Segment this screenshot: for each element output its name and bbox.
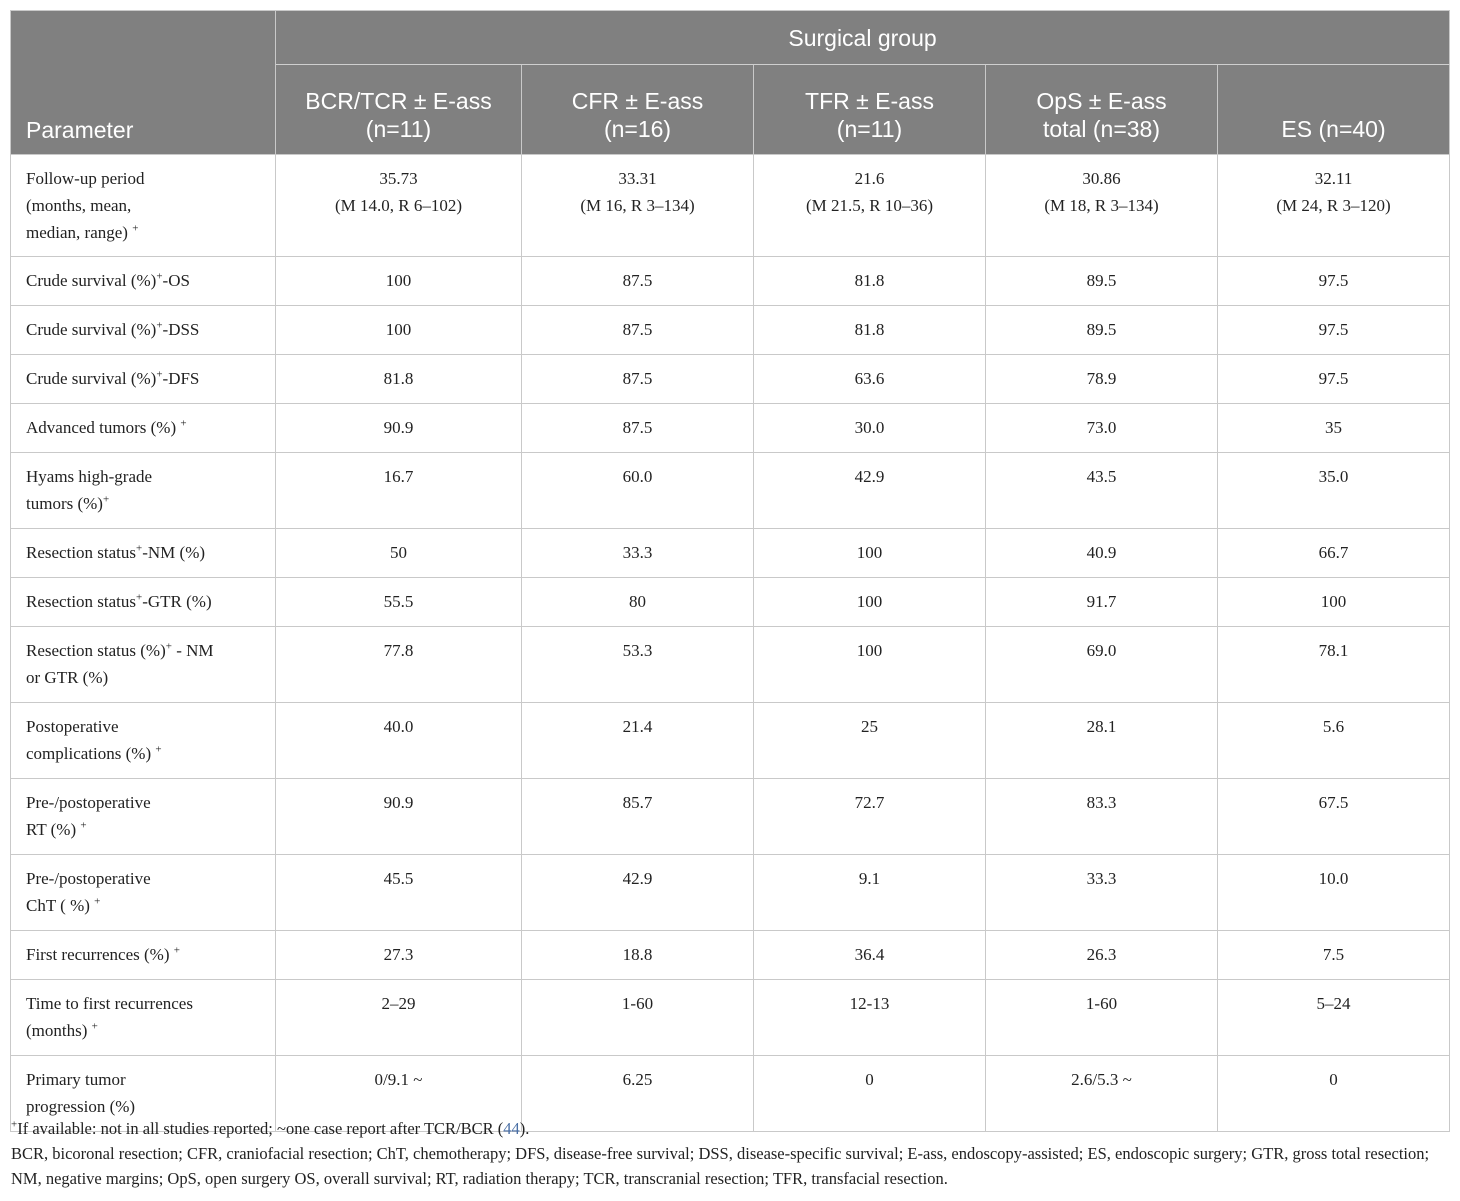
table-cell: 77.8 (276, 627, 522, 703)
table-cell: 32.11 (M 24, R 3–120) (1218, 155, 1450, 257)
table-cell: 21.6 (M 21.5, R 10–36) (754, 155, 986, 257)
table-row (11, 404, 1450, 453)
table-row (11, 703, 1450, 779)
table-cell: 81.8 (754, 306, 986, 355)
table-cell: 43.5 (986, 453, 1218, 529)
table-cell: 6.25 (522, 1056, 754, 1132)
table-cell: 12-13 (754, 980, 986, 1056)
row-label: Advanced tumors (%) + (11, 404, 276, 453)
table-cell: 78.1 (1218, 627, 1450, 703)
table-cell: 25 (754, 703, 986, 779)
table-cell: 30.0 (754, 404, 986, 453)
table-cell: 53.3 (522, 627, 754, 703)
table-cell: 72.7 (754, 779, 986, 855)
table-row (11, 931, 1450, 980)
table-cell: 0/9.1 ~ (276, 1056, 522, 1132)
table-cell: 1-60 (522, 980, 754, 1056)
footnote-availability: +If available: not in all studies reported; ~one case report after TCR/BCR (44). (11, 1118, 530, 1138)
table-cell: 87.5 (522, 355, 754, 404)
table-cell: 33.3 (986, 855, 1218, 931)
table-cell: 89.5 (986, 257, 1218, 306)
table-cell: 35 (1218, 404, 1450, 453)
row-label: Crude survival (%)+-OS (11, 257, 276, 306)
table-cell: 81.8 (754, 257, 986, 306)
table-cell: 87.5 (522, 306, 754, 355)
table-row (11, 155, 1450, 257)
table-cell: 36.4 (754, 931, 986, 980)
table-cell: 16.7 (276, 453, 522, 529)
table-cell: 67.5 (1218, 779, 1450, 855)
table-row (11, 355, 1450, 404)
table-row (11, 578, 1450, 627)
table-cell: 87.5 (522, 257, 754, 306)
table-cell: 18.8 (522, 931, 754, 980)
table-cell: 100 (754, 529, 986, 578)
table-cell: 1-60 (986, 980, 1218, 1056)
table-row (11, 627, 1450, 703)
row-label: First recurrences (%) + (11, 931, 276, 980)
row-label: Resection status (%)+ - NM or GTR (%) (11, 627, 276, 703)
table-cell: 28.1 (986, 703, 1218, 779)
table-cell: 97.5 (1218, 355, 1450, 404)
table-cell: 42.9 (754, 453, 986, 529)
table-cell: 87.5 (522, 404, 754, 453)
table-cell: 42.9 (522, 855, 754, 931)
row-label: Crude survival (%)+-DFS (11, 355, 276, 404)
row-label: Hyams high-grade tumors (%)+ (11, 453, 276, 529)
table-cell: 55.5 (276, 578, 522, 627)
table-cell: 100 (276, 306, 522, 355)
row-label: Postoperative complications (%) + (11, 703, 276, 779)
results-table (10, 10, 1450, 1132)
table-cell: 97.5 (1218, 306, 1450, 355)
column-header-bcr-tcr: BCR/TCR ± E-ass (n=11) (276, 65, 522, 155)
table-cell: 100 (754, 627, 986, 703)
table-cell: 89.5 (986, 306, 1218, 355)
table-cell: 0 (754, 1056, 986, 1132)
table-cell: 5–24 (1218, 980, 1450, 1056)
column-header-tfr: TFR ± E-ass (n=11) (754, 65, 986, 155)
table-cell: 80 (522, 578, 754, 627)
table-cell: 85.7 (522, 779, 754, 855)
table-row (11, 779, 1450, 855)
table-cell: 63.6 (754, 355, 986, 404)
column-header-cfr: CFR ± E-ass (n=16) (522, 65, 754, 155)
table-cell: 21.4 (522, 703, 754, 779)
table-row (11, 980, 1450, 1056)
table-cell: 69.0 (986, 627, 1218, 703)
table-row (11, 453, 1450, 529)
row-label: Crude survival (%)+-DSS (11, 306, 276, 355)
table-cell: 60.0 (522, 453, 754, 529)
row-label: Pre-/postoperative ChT ( %) + (11, 855, 276, 931)
column-header-ops-total: OpS ± E-ass total (n=38) (986, 65, 1218, 155)
table-cell: 10.0 (1218, 855, 1450, 931)
table-cell: 100 (754, 578, 986, 627)
table-cell: 7.5 (1218, 931, 1450, 980)
table-row (11, 257, 1450, 306)
table-cell: 83.3 (986, 779, 1218, 855)
table-cell: 73.0 (986, 404, 1218, 453)
table-cell: 33.31 (M 16, R 3–134) (522, 155, 754, 257)
table-cell: 50 (276, 529, 522, 578)
table-cell: 9.1 (754, 855, 986, 931)
table-cell: 90.9 (276, 779, 522, 855)
column-header-es: ES (n=40) (1218, 65, 1450, 155)
table-cell: 26.3 (986, 931, 1218, 980)
table-cell: 90.9 (276, 404, 522, 453)
row-label: Pre-/postoperative RT (%) + (11, 779, 276, 855)
footnote-abbreviations: BCR, bicoronal resection; CFR, craniofacial resection; ChT, chemotherapy; DFS, disease-free survival; DSS, disease-specific survival; E-ass, endoscopy-assisted; ES, endoscopic surgery; GTR, gross total resection; NM, negative margins; OpS, open surgery OS, overall survival; RT, radiation therapy; TCR, transcranial resection; TFR, transfacial resection. (11, 1144, 1430, 1188)
row-label: Resection status+-GTR (%) (11, 578, 276, 627)
table-cell: 0 (1218, 1056, 1450, 1132)
table-cell: 97.5 (1218, 257, 1450, 306)
surgical-group-header: Surgical group (276, 11, 1450, 65)
row-label: Time to first recurrences (months) + (11, 980, 276, 1056)
table-cell: 33.3 (522, 529, 754, 578)
table-row (11, 855, 1450, 931)
row-label: Primary tumor progression (%) (11, 1056, 276, 1132)
table-row (11, 306, 1450, 355)
table-cell: 2–29 (276, 980, 522, 1056)
table-cell: 78.9 (986, 355, 1218, 404)
reference-link[interactable]: 44 (503, 1119, 520, 1138)
table-cell: 45.5 (276, 855, 522, 931)
parameter-header: Parameter (11, 11, 276, 155)
table-cell: 30.86 (M 18, R 3–134) (986, 155, 1218, 257)
table-row (11, 529, 1450, 578)
table-cell: 2.6/5.3 ~ (986, 1056, 1218, 1132)
row-label: Resection status+-NM (%) (11, 529, 276, 578)
table-cell: 27.3 (276, 931, 522, 980)
table-cell: 66.7 (1218, 529, 1450, 578)
table-cell: 5.6 (1218, 703, 1450, 779)
table-cell: 35.73 (M 14.0, R 6–102) (276, 155, 522, 257)
table-cell: 40.0 (276, 703, 522, 779)
table-footnotes (11, 1116, 1451, 1191)
table-cell: 100 (1218, 578, 1450, 627)
table-cell: 100 (276, 257, 522, 306)
table-cell: 81.8 (276, 355, 522, 404)
table-cell: 35.0 (1218, 453, 1450, 529)
table-cell: 40.9 (986, 529, 1218, 578)
table-cell: 91.7 (986, 578, 1218, 627)
row-label: Follow-up period (months, mean, median, range) + (11, 155, 276, 257)
